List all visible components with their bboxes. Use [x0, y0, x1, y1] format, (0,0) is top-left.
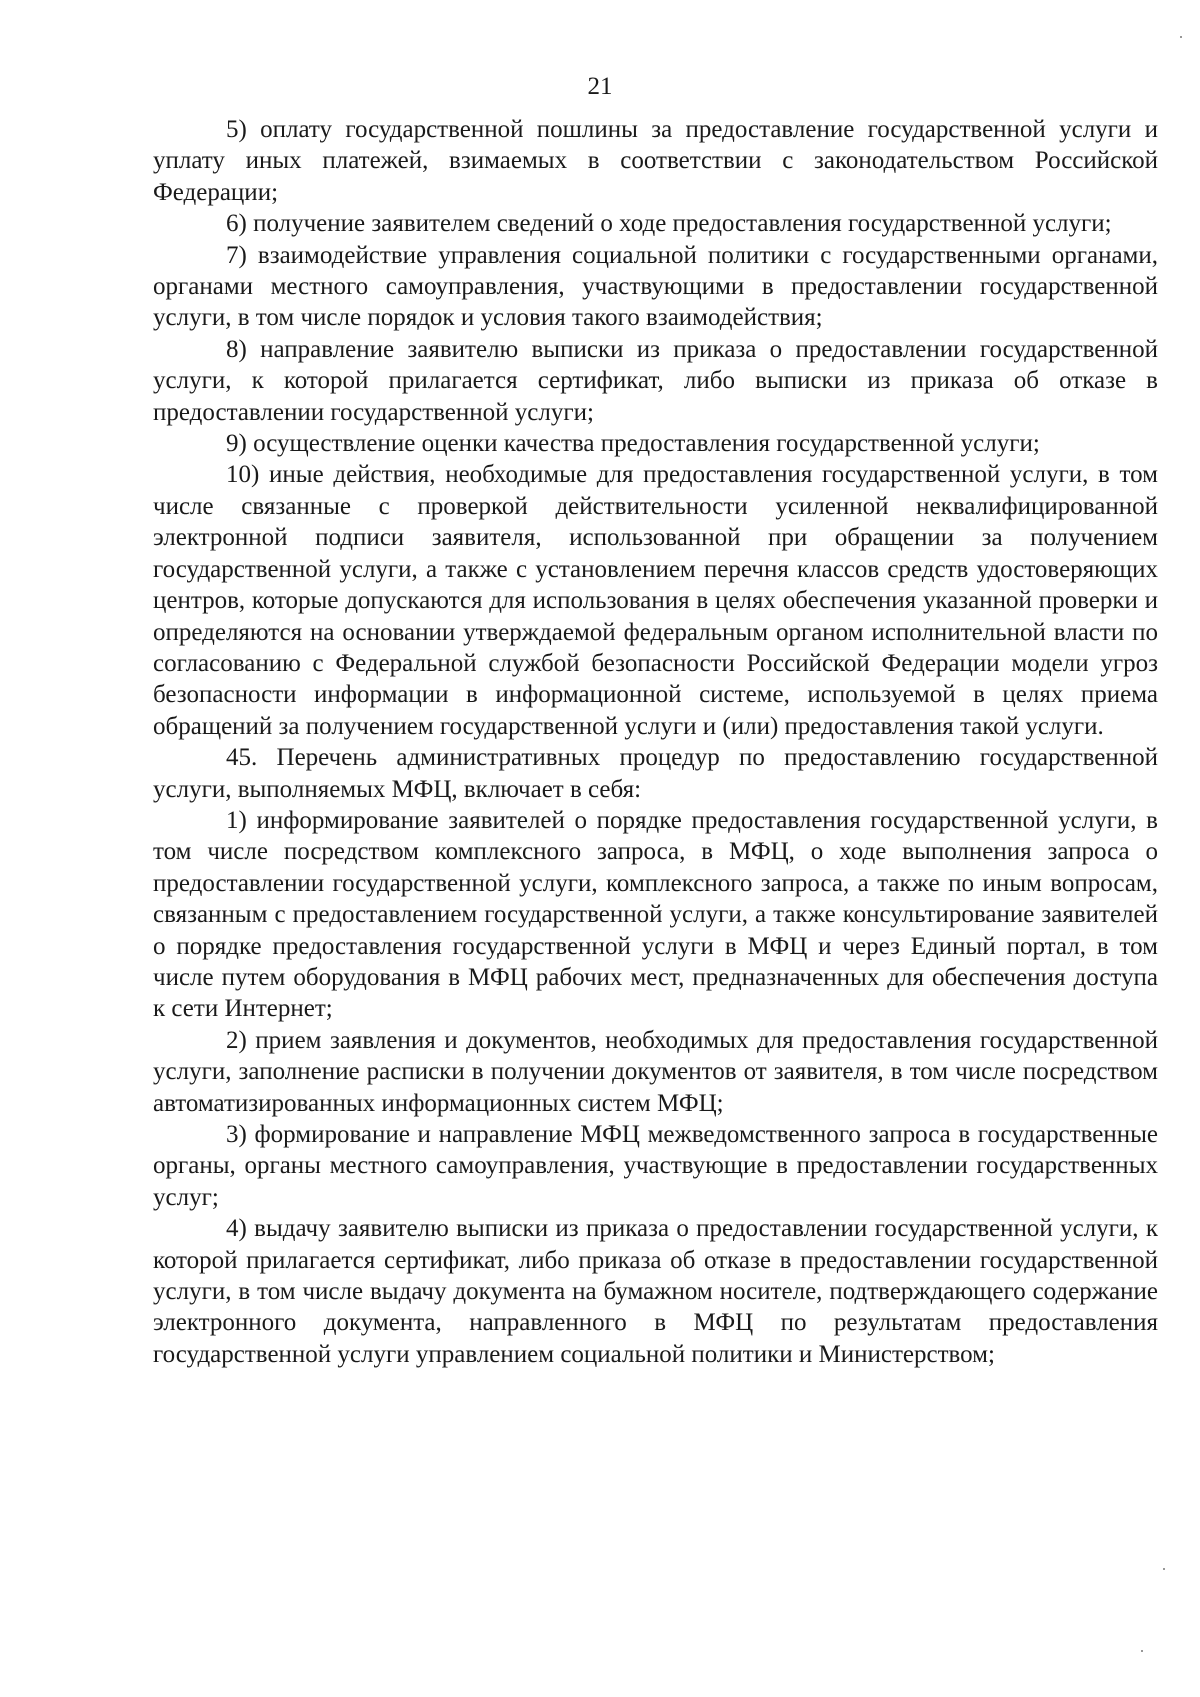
paragraph-mfc-item-4-issuance: 4) выдачу заявителю выписки из приказа о предоставлении государственной услуги, к которой прилагается сертификат, либо приказа об отказе в предоставлении государственной услуги, в том числе выдачу документа на бумажном носителе, подтверждающего содержание электронного документа, направленного в МФЦ по результатам предоставления государственной услуги управлением социальной политики и Министерством;: [153, 1215, 1158, 1368]
paragraph-item-9-quality-assessment: 9) осуществление оценки качества предоставления государственной услуги;: [226, 430, 1040, 458]
paragraph-item-8-order-extract: 8) направление заявителю выписки из приказа о предоставлении государственной услуги, к которой прилагается сертификат, либо выписки из приказа об отказе в предоставлении государственной услуги;: [153, 335, 1158, 426]
paragraph-mfc-item-1-informing: 1) информирование заявителей о порядке предоставления государственной услуги, в том числе посредством комплексного запроса, в МФЦ, о ходе выполнения запроса о предоставлении государственной услуги, комплексного запроса, а также по иным вопросам, связанным с предоставлением государственной услуги, а также консультирование заявителей о порядке предоставления государственной услуги в МФЦ и через Единый портал, в том числе путем оборудования в МФЦ рабочих мест, предназначенных для обеспечения доступа к сети Интернет;: [153, 806, 1158, 1023]
paragraph-mfc-item-2-reception: 2) прием заявления и документов, необходимых для предоставления государственной услуги, заполнение расписки в получении документов от заявителя, в том числе посредством автоматизированных информационных систем МФЦ;: [153, 1026, 1158, 1117]
paragraph-item-6-progress-info: 6) получение заявителем сведений о ходе предоставления государственной услуги;: [226, 210, 1112, 238]
scan-speck: [1141, 1650, 1143, 1652]
paragraph-mfc-item-3-interagency-request: 3) формирование и направление МФЦ межведомственного запроса в государственные органы, органы местного самоуправления, участвующие в предоставлении государственных услуг;: [153, 1121, 1158, 1211]
scan-speck: [1180, 36, 1182, 38]
document-body: [153, 114, 1158, 1370]
paragraph-item-5-state-fee: 5) оплату государственной пошлины за предоставление государственной услуги и уплату иных платежей, взимаемых в соответствии с законодательством Российской Федерации;: [153, 116, 1158, 206]
page-number: 21: [587, 73, 613, 100]
paragraph-item-7-interaction: 7) взаимодействие управления социальной политики с государственными органами, органами местного самоуправления, участвующими в предоставлении государственной услуги, в том числе порядок и условия такого взаимодействия;: [153, 241, 1158, 332]
paragraph-section-45-heading: 45. Перечень административных процедур по предоставлению государственной услуги, выполняемых МФЦ, включает в себя:: [153, 744, 1158, 803]
scan-speck: [1163, 1568, 1165, 1570]
paragraph-item-10-other-actions: 10) иные действия, необходимые для предоставления государственной услуги, в том числе связанные с проверкой действительности усиленной неквалифицированной электронной подписи заявителя, использованной при обращении за получением государственной услуги, а также с установлением перечня классов средств удостоверяющих центров, которые допускаются для использования в целях обеспечения указанной проверки и определяются на основании утверждаемой федеральным органом исполнительной власти по согласованию с Федеральной службой безопасности Российской Федерации модели угроз безопасности информации в информационной системе, используемой в целях приема обращений за получением государственной услуги и (или) предоставления такой услуги.: [153, 461, 1158, 740]
